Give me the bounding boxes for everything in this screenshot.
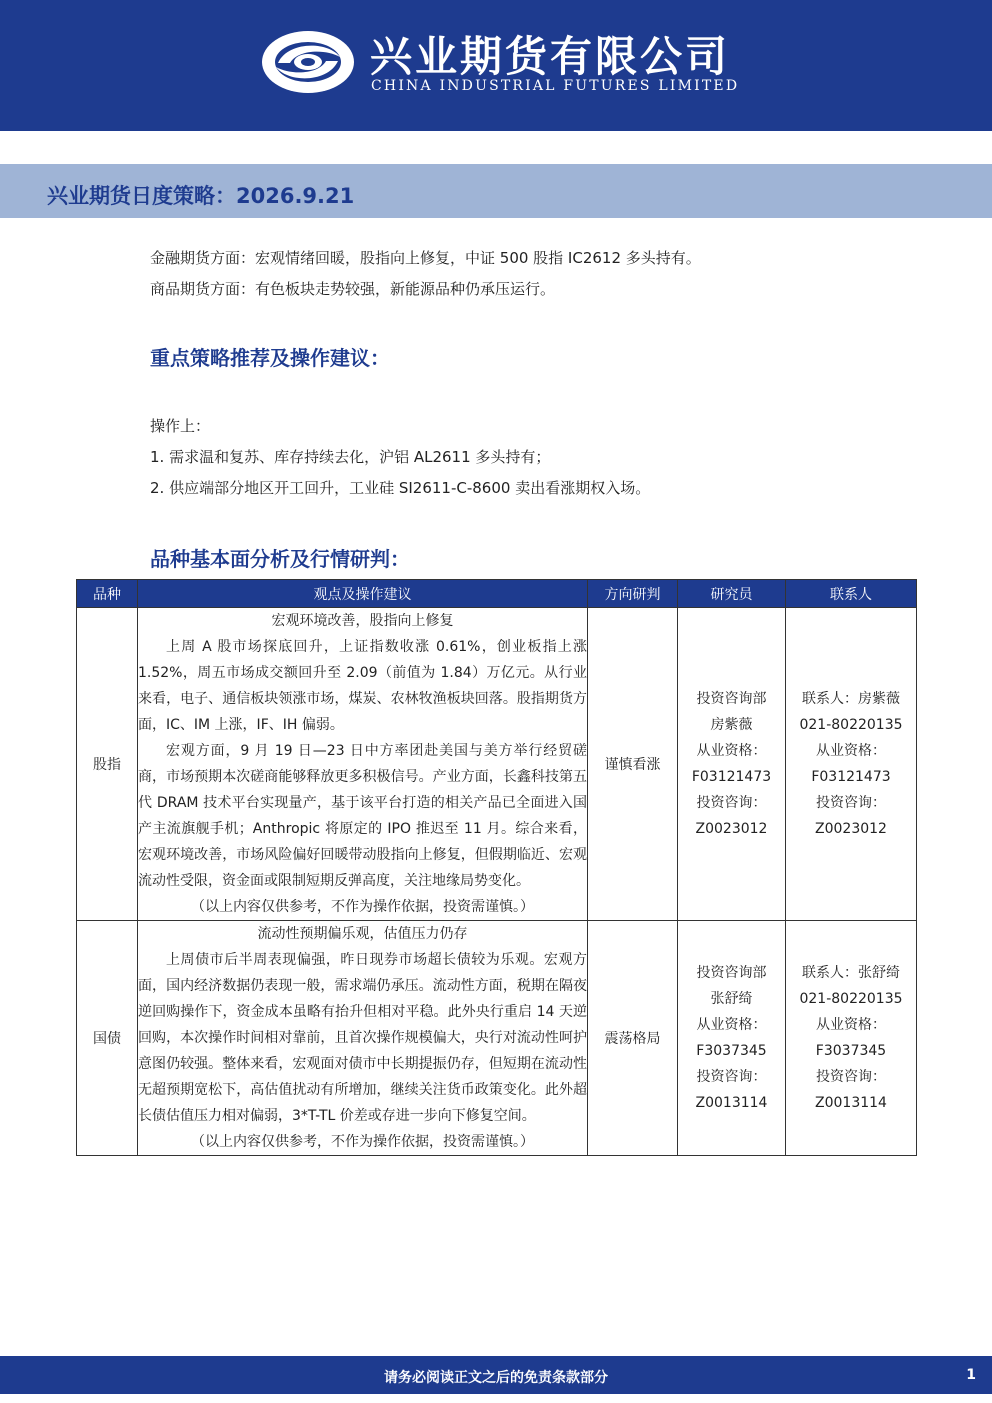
- contact-qual-no: F3037345: [815, 1043, 887, 1059]
- col-header-view: 观点及操作建议: [138, 580, 588, 608]
- strategy-heading: 重点策略推荐及操作建议：: [150, 346, 390, 370]
- researcher-qual-no: F3037345: [696, 1043, 767, 1059]
- company-logo-icon: [258, 27, 358, 97]
- researcher-dept: 投资咨询部: [696, 691, 767, 707]
- view-paragraph: 上周债市后半周表现偏强，昨日现券市场超长债较为乐观。宏观方面，国内经济数据仍表现一般，需求端仍承压。流动性方面，税期在隔夜逆回购操作下，资金成本虽略有抬升但相对平稳。此外央行重启 14 天逆回购，本次操作时间相对靠前，且首次操作规模偏大，央行对流动性呵护意图仍较强。整体来看，宏观面对债市中长期提振仍存，但短期在流动性无超预期宽松下，高估值扰动有所增加，继续关注货币政策变化。此外超长债估值压力相对偏弱，3*T-TL 价差或存进一步向下修复空间。: [138, 952, 587, 1124]
- view-disclaimer: （以上内容仅供参考，不作为操作依据，投资需谨慎。）: [191, 1134, 534, 1150]
- researcher-qual-label: 从业资格：: [696, 1017, 767, 1033]
- col-header-researcher: 研究员: [678, 580, 786, 608]
- contact-cell: [786, 921, 917, 1156]
- company-name-en: CHINA INDUSTRIAL FUTURES LIMITED: [371, 78, 740, 94]
- header-banner: [0, 0, 992, 131]
- strategy-item-2: 2. 供应端部分地区开工回升，工业硅 SI2611-C-8600 卖出看涨期权入场。: [150, 479, 651, 497]
- table-row-stock-index: [77, 608, 917, 921]
- variety-cell: 国债: [77, 921, 138, 1156]
- strategy-item-1: 1. 需求温和复苏、库存持续去化，沪铝 AL2611 多头持有；: [150, 448, 551, 466]
- contact-consult-no: Z0023012: [815, 821, 887, 837]
- researcher-name: 张舒绮: [710, 991, 753, 1007]
- contact-name: 联系人：张舒绮: [802, 965, 900, 981]
- contact-qual-no: F03121473: [811, 769, 891, 785]
- summary-financial: 金融期货方面：宏观情绪回暖，股指向上修复，中证 500 股指 IC2612 多头持有。: [150, 249, 701, 267]
- contact-name: 联系人：房紫薇: [802, 691, 900, 707]
- researcher-consult-label: 投资咨询：: [696, 795, 767, 811]
- direction-cell: 震荡格局: [588, 921, 678, 1156]
- strategy-intro: 操作上：: [150, 417, 211, 435]
- table-row-treasury: [77, 921, 917, 1156]
- researcher-qual-no: F03121473: [691, 769, 772, 785]
- researcher-consult-no: Z0023012: [695, 821, 768, 837]
- view-disclaimer: （以上内容仅供参考，不作为操作依据，投资需谨慎。）: [191, 899, 534, 915]
- researcher-dept: 投资咨询部: [696, 965, 767, 981]
- view-title: 宏观环境改善，股指向上修复: [271, 613, 454, 629]
- col-header-contact: 联系人: [786, 580, 917, 608]
- company-name-cn: 兴业期货有限公司: [370, 32, 731, 81]
- researcher-qual-label: 从业资格：: [696, 743, 767, 759]
- researcher-cell: [678, 921, 786, 1156]
- summary-commodity: 商品期货方面：有色板块走势较强，新能源品种仍承压运行。: [150, 280, 556, 298]
- report-title: 兴业期货日度策略：2026.9.21: [47, 184, 355, 208]
- view-paragraph: 宏观方面，9 月 19 日—23 日中方率团赴美国与美方举行经贸磋商，市场预期本次磋商能够释放更多积极信号。产业方面，长鑫科技第五代 DRAM 技术平台实现量产，基于该平台打造的相关产品已全面进入国产主流旗舰手机；Anthropic 将原定的 IPO 推迟至 11 月。综合来看，宏观环境改善，市场风险偏好回暖带动股指向上修复，但假期临近、宏观流动性受限，资金面或限制短期反弹高度，关注地缘局势变化。: [138, 743, 587, 889]
- view-title: 流动性预期偏乐观，估值压力仍存: [257, 926, 468, 942]
- researcher-consult-no: Z0013114: [695, 1095, 768, 1111]
- table-header-row: [77, 580, 917, 608]
- variety-cell: 股指: [77, 608, 138, 921]
- analysis-heading: 品种基本面分析及行情研判：: [150, 547, 410, 571]
- view-paragraph: 上周 A 股市场探底回升，上证指数收涨 0.61%，创业板指上涨 1.52%，周五市场成交额回升至 2.09（前值为 1.84）万亿元。从行业来看，电子、通信板块领涨市场，煤炭、农林牧渔板块回落。股指期货方面，IC、IM 上涨，IF、IH 偏弱。: [138, 639, 587, 733]
- contact-phone: 021-80220135: [799, 991, 903, 1007]
- view-cell: [138, 921, 588, 1156]
- footer-banner: [0, 1356, 992, 1394]
- col-header-variety: 品种: [77, 580, 138, 608]
- col-header-direction: 方向研判: [588, 580, 678, 608]
- researcher-name: 房紫薇: [710, 717, 753, 733]
- page-number: 1: [966, 1367, 976, 1383]
- contact-consult-no: Z0013114: [815, 1095, 887, 1111]
- researcher-consult-label: 投资咨询：: [696, 1069, 767, 1085]
- disclaimer-notice: 请务必阅读正文之后的免责条款部分: [384, 1370, 608, 1386]
- analysis-table: [76, 579, 917, 1156]
- contact-cell: [786, 608, 917, 921]
- contact-qual-label: 从业资格：: [816, 743, 886, 759]
- contact-phone: 021-80220135: [799, 717, 903, 733]
- contact-consult-label: 投资咨询：: [816, 795, 886, 811]
- researcher-cell: [678, 608, 786, 921]
- contact-consult-label: 投资咨询：: [816, 1069, 886, 1085]
- view-cell: [138, 608, 588, 921]
- direction-cell: 谨慎看涨: [588, 608, 678, 921]
- contact-qual-label: 从业资格：: [816, 1017, 886, 1033]
